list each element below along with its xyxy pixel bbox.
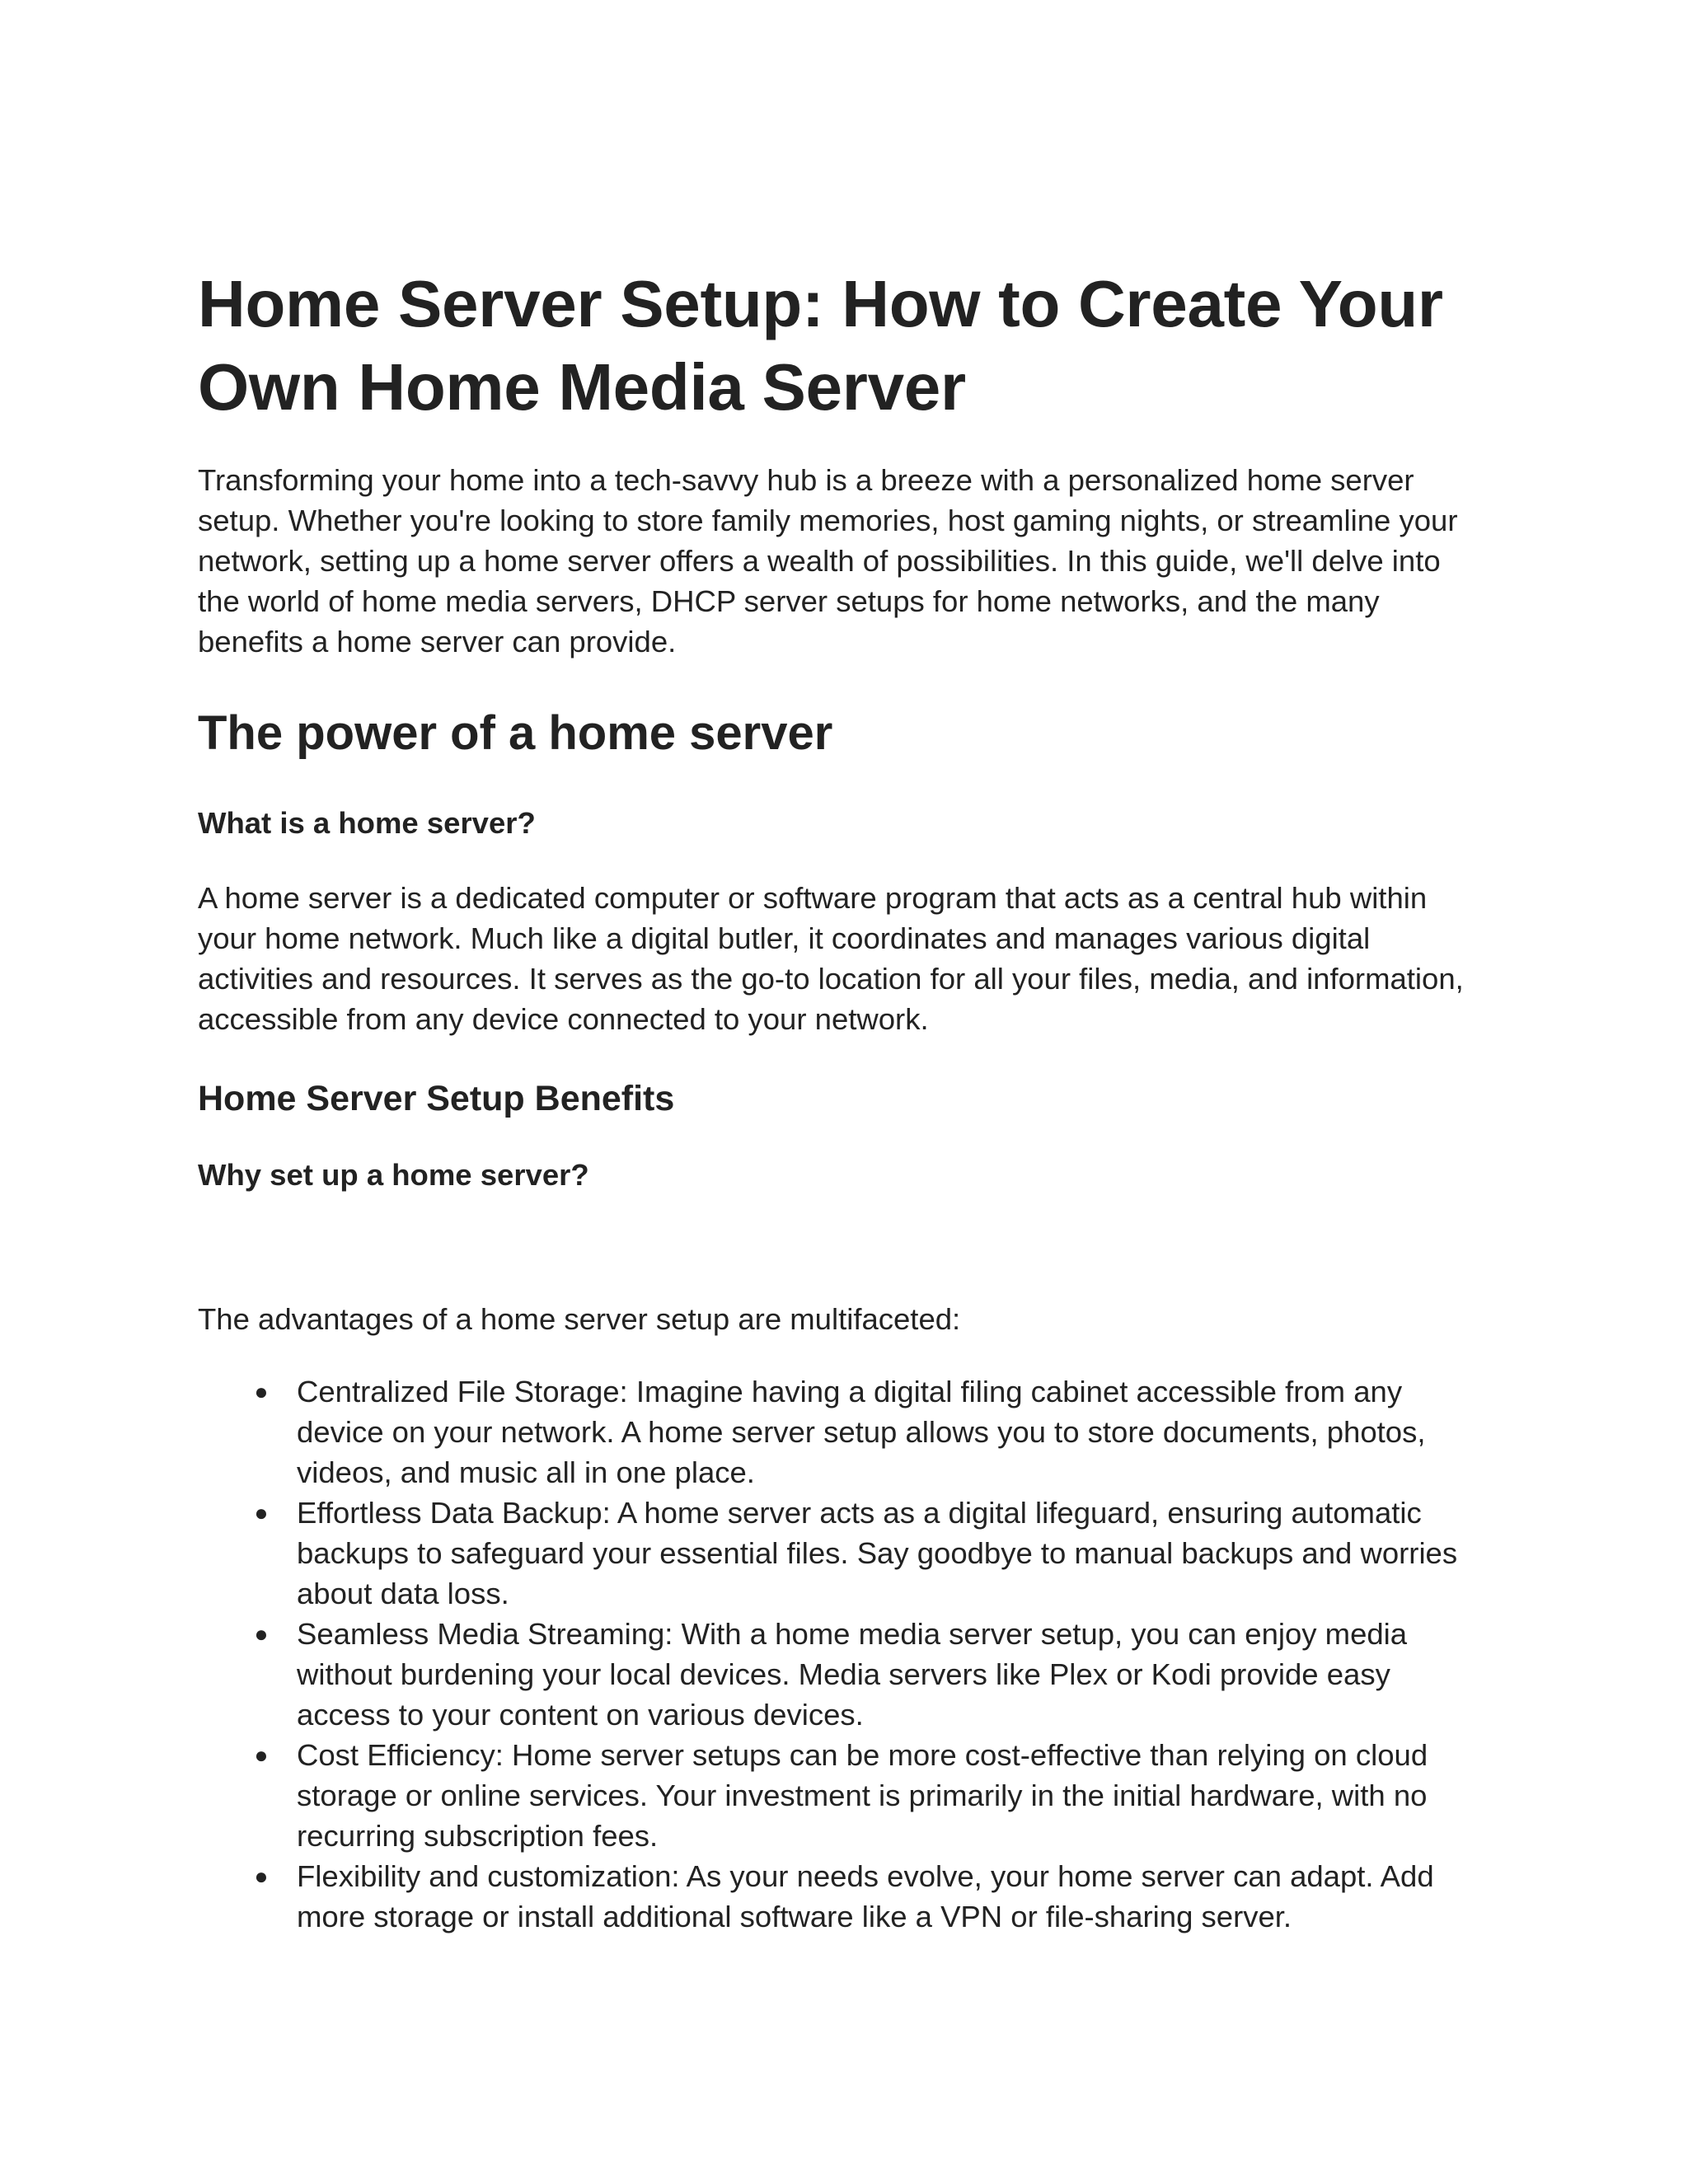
subheading-what-is: What is a home server? [198,806,536,840]
list-item-text: Seamless Media Streaming: With a home media server setup, you can enjoy media without burdening your local devices. Media servers like Plex or Kodi provide easy access to your content on various devices. [297,1617,1408,1732]
benefits-list [198,1371,1484,1937]
page-title: Home Server Setup: How to Create Your Own Home Media Server [198,267,1443,424]
list-item [198,1735,1484,1856]
list-item [198,1371,1484,1493]
bullet-icon: ● [254,1863,269,1889]
advantages-lead: The advantages of a home server setup are multifaceted: [198,1302,961,1336]
definition-paragraph: A home server is a dedicated computer or software program that acts as a central hub within your home network. Much like a digital butler, it coordinates and manages various digital activities and resources. It serves as the go-to location for all your files, media, and information, accessible from any device connected to your network. [198,881,1464,1036]
list-item-text: Cost Efficiency: Home server setups can be more cost-effective than relying on cloud storage or online services. Your investment is primarily in the initial hardware, with no recurring subscription fees. [297,1738,1428,1853]
bullet-icon: ● [254,1500,269,1526]
intro-paragraph: Transforming your home into a tech-savvy hub is a breeze with a personalized home server setup. Whether you're looking to store family memories, host gaming nights, or streamline your network, setting up a home server offers a wealth of possibilities. In this guide, we'll delve into the world of home media servers, DHCP server setups for home networks, and the many benefits a home server can provide. [198,463,1458,658]
subheading-why: Why set up a home server? [198,1158,589,1192]
list-item [198,1493,1484,1614]
list-item [198,1856,1484,1937]
list-item-text: Effortless Data Backup: A home server acts as a digital lifeguard, ensuring automatic backups to safeguard your essential files. Say goodbye to manual backups and worries about data loss. [297,1496,1458,1610]
section-heading-power: The power of a home server [198,706,833,760]
list-item [198,1614,1484,1735]
list-item-text: Centralized File Storage: Imagine having a digital filing cabinet accessible from any device on your network. A home server setup allows you to store documents, photos, videos, and music all in one place. [297,1375,1426,1489]
bullet-icon: ● [254,1621,269,1647]
bullet-icon: ● [254,1379,269,1404]
bullet-icon: ● [254,1742,269,1768]
list-item-text: Flexibility and customization: As your needs evolve, your home server can adapt. Add more storage or install additional software like a VPN or file-sharing server. [297,1859,1434,1933]
section-heading-benefits: Home Server Setup Benefits [198,1079,675,1118]
